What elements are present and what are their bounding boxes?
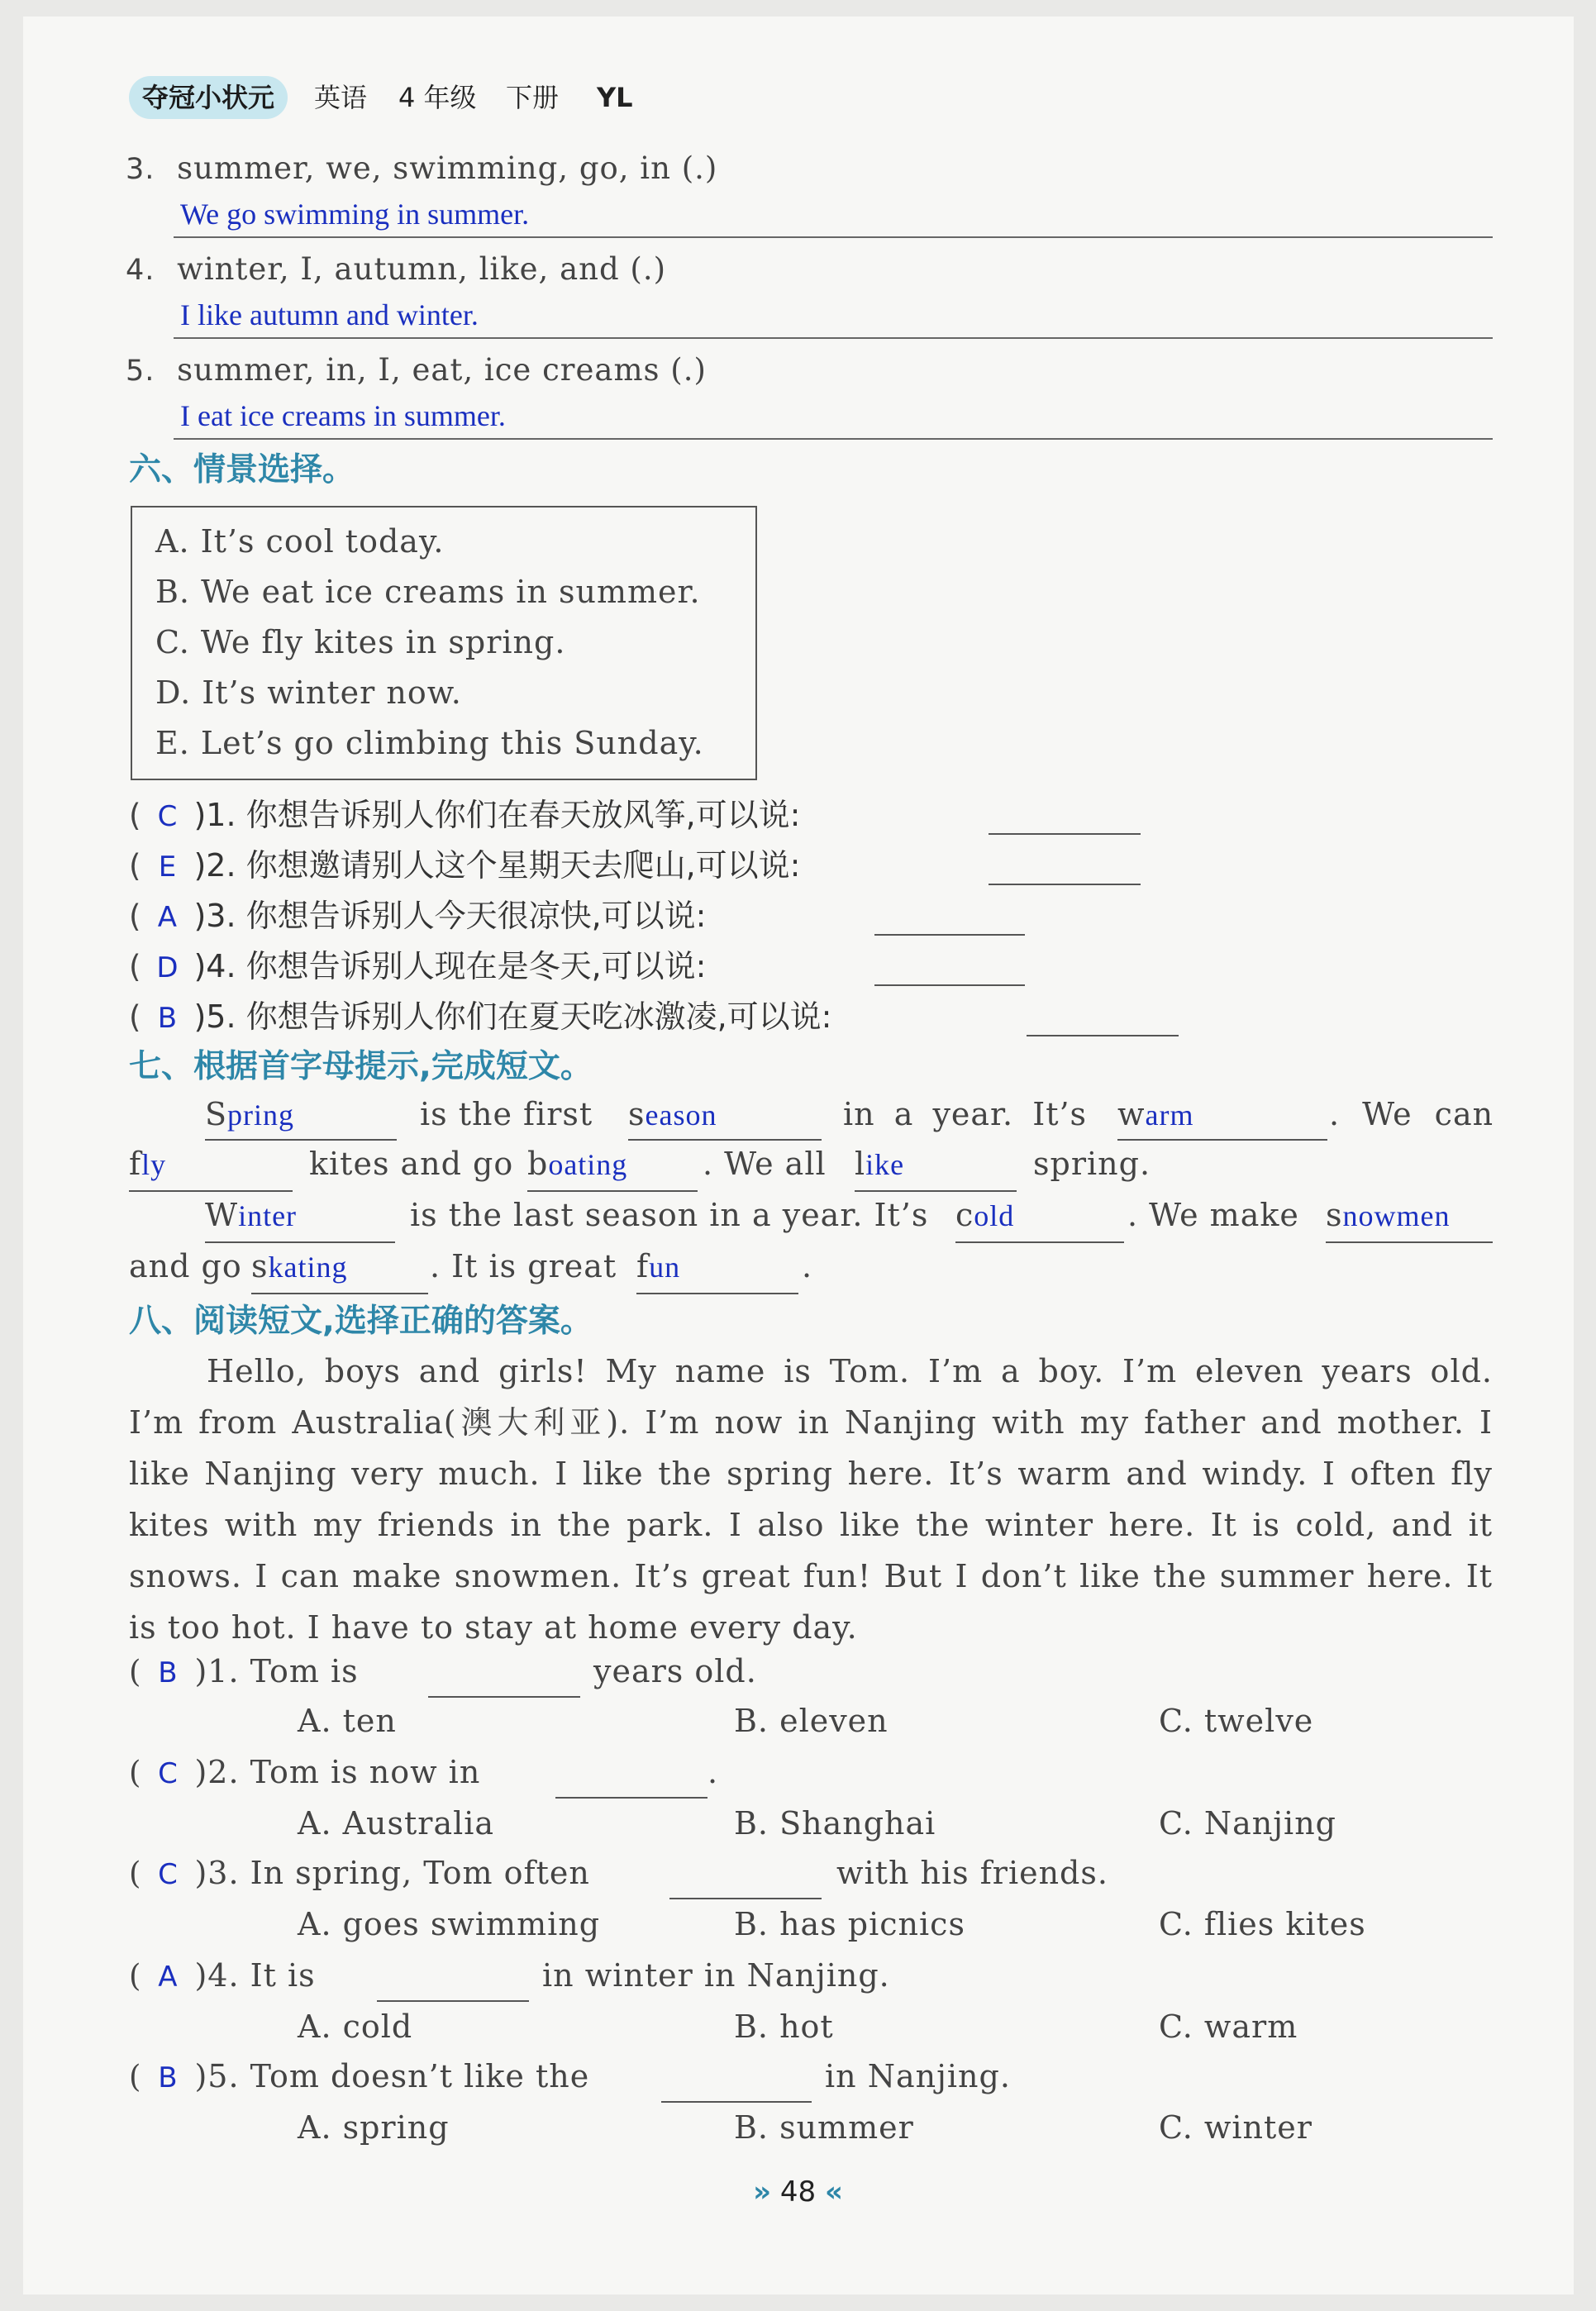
answer-blank — [555, 1797, 707, 1799]
option-c: C. We fly kites in spring. — [155, 624, 566, 660]
handwritten-answer: I eat ice creams in summer. — [180, 399, 506, 432]
fill-blank — [955, 1241, 1124, 1243]
question-row: 4. winter, I, autumn, like, and (.) — [126, 251, 667, 287]
double-chevron-left-icon: « — [824, 2175, 843, 2209]
options-box — [131, 506, 757, 780]
option-a: A. It’s cool today. — [155, 523, 445, 560]
question-prompt: winter, I, autumn, like, and (.) — [177, 251, 667, 287]
answer-blank — [669, 1898, 822, 1899]
fill-answer: kating — [268, 1251, 348, 1284]
answer-blank — [989, 884, 1141, 885]
fill-answer: ly — [141, 1148, 167, 1181]
fill-blank — [527, 1190, 698, 1192]
fill-blank — [1117, 1139, 1327, 1141]
answer-blank — [428, 1696, 580, 1698]
fill-blank — [129, 1190, 293, 1192]
choice-c: C. flies kites — [1159, 1906, 1366, 1942]
option-b: B. We eat ice creams in summer. — [155, 574, 701, 610]
fill-blank — [205, 1241, 395, 1243]
choice-a: A. Australia — [298, 1805, 495, 1842]
answer-blank — [874, 984, 1025, 986]
choice-question: ( C )1. 你想告诉别人你们在春天放风筝,可以说: — [129, 797, 801, 833]
option-e: E. Let’s go climbing this Sunday. — [155, 725, 704, 761]
question-prompt: summer, in, I, eat, ice creams (.) — [177, 352, 707, 388]
volume-label: 下册 — [506, 82, 560, 113]
handwritten-answer: I like autumn and winter. — [180, 298, 479, 331]
choice-question: ( E )2. 你想邀请别人这个星期天去爬山,可以说: — [129, 847, 801, 884]
question-row: 3. summer, we, swimming, go, in (.) — [126, 150, 718, 186]
choice-a: A. cold — [298, 2008, 413, 2045]
fill-answer: nowmen — [1342, 1199, 1451, 1232]
fill-answer: pring — [227, 1098, 295, 1132]
section-title: 七、根据首字母提示,完成短文。 — [129, 1048, 593, 1085]
brand-badge: 夺冠小状元 — [129, 76, 288, 119]
choice-b: B. hot — [734, 2008, 834, 2045]
mcq-question: ( B )1. Tom is — [129, 1653, 359, 1689]
fill-blank — [855, 1190, 1017, 1192]
choice-b: B. Shanghai — [734, 1805, 936, 1842]
fill-answer: ike — [865, 1148, 905, 1181]
choice-question: ( B )5. 你想告诉别人你们在夏天吃冰激凌,可以说: — [129, 998, 832, 1035]
choice-question: ( D )4. 你想告诉别人现在是冬天,可以说: — [129, 948, 707, 984]
question-prompt: summer, we, swimming, go, in (.) — [177, 150, 718, 186]
subject-label: 英语 — [314, 82, 368, 113]
answer-line — [174, 438, 1493, 440]
fill-blank — [1326, 1241, 1493, 1243]
choice-b: B. has picnics — [734, 1906, 965, 1942]
answer-line — [174, 236, 1493, 238]
handwritten-answer: We go swimming in summer. — [180, 198, 530, 231]
fill-blank — [205, 1139, 397, 1141]
edition-label: YL — [597, 82, 633, 113]
answer-blank — [661, 2101, 812, 2103]
choice-b: B. eleven — [734, 1703, 889, 1739]
mcq-question: ( C )2. Tom is now in — [129, 1754, 481, 1790]
fill-answer: eason — [645, 1098, 717, 1132]
choice-a: A. goes swimming — [298, 1906, 601, 1942]
choice-question: ( A )3. 你想告诉别人今天很凉快,可以说: — [129, 898, 707, 934]
choice-c: C. warm — [1159, 2008, 1298, 2045]
fill-answer: un — [649, 1251, 681, 1284]
fill-answer: old — [974, 1199, 1015, 1232]
fill-answer: arm — [1145, 1098, 1194, 1132]
answer-blank — [874, 934, 1025, 936]
reading-passage: Hello, boys and girls! My name is Tom. I’m a boy. I’m eleven years old. I’m from Australia(澳大利亚). I’m now in Nanjing with my father and mother. I like Nanjing very much. I like the spring here. It’s warm and windy. I often fly kites with my friends in the park. I also like the winter here. It is cold, and it snows. I can make snowmen. It’s great fun! But I don’t like the summer here. It is too hot. I have to stay at home every day. — [129, 1353, 1493, 1646]
option-d: D. It’s winter now. — [155, 674, 462, 711]
choice-c: C. twelve — [1159, 1703, 1314, 1739]
answer-blank — [377, 2000, 529, 2002]
answer-line — [174, 337, 1493, 339]
mcq-question: ( A )4. It is — [129, 1957, 316, 1994]
section-title: 八、阅读短文,选择正确的答案。 — [129, 1303, 593, 1340]
fill-blank — [628, 1139, 822, 1141]
choice-a: A. ten — [298, 1703, 397, 1739]
fill-blank — [251, 1293, 428, 1294]
question-row: 5. summer, in, I, eat, ice creams (.) — [126, 352, 707, 388]
grade-label: 4 年级 — [398, 82, 477, 113]
choice-a: A. spring — [298, 2109, 450, 2146]
double-chevron-right-icon: » — [753, 2175, 772, 2209]
fill-blank — [636, 1293, 798, 1294]
mcq-question: ( C )3. In spring, Tom often — [129, 1855, 590, 1891]
fill-answer: inter — [238, 1199, 298, 1232]
choice-c: C. winter — [1159, 2109, 1313, 2146]
choice-c: C. Nanjing — [1159, 1805, 1336, 1842]
page-number: » 48 « — [753, 2175, 843, 2209]
mcq-question: ( B )5. Tom doesn’t like the — [129, 2058, 590, 2094]
answer-blank — [989, 833, 1141, 835]
section-title: 六、情景选择。 — [129, 451, 355, 488]
fill-answer: oating — [548, 1148, 628, 1181]
choice-b: B. summer — [734, 2109, 914, 2146]
answer-blank — [1027, 1035, 1179, 1036]
